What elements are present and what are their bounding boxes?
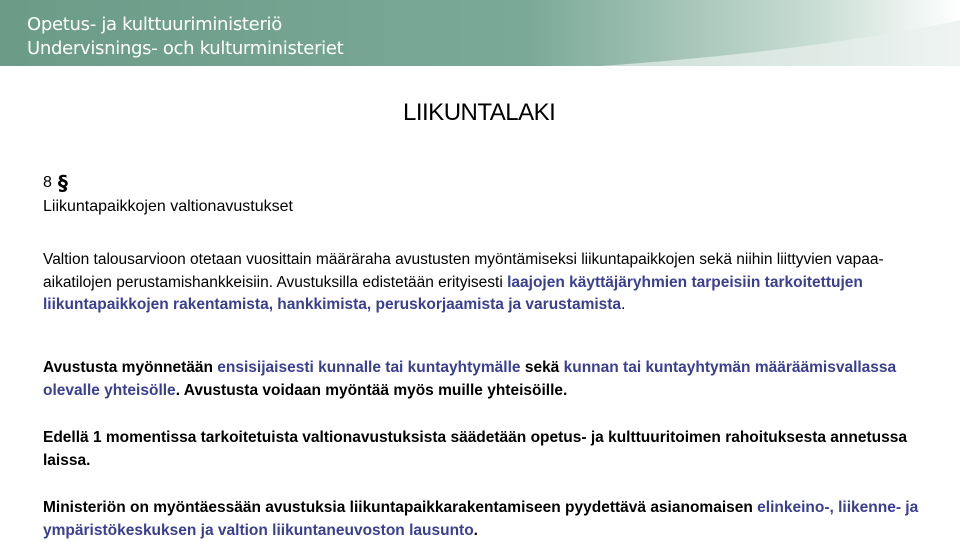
section-title: Liikuntapaikkojen valtionavustukset [43, 198, 293, 215]
paragraph-2-text-2: sekä [520, 359, 564, 376]
section-heading [43, 171, 68, 195]
document-title: LIIKUNTALAKI [403, 99, 556, 126]
ministry-name-finnish: Opetus- ja kulttuuriministeriö [27, 14, 282, 35]
paragraph-2-highlight-1: ensisijaisesti kunnalle tai kuntayhtymälle [217, 359, 521, 376]
paragraph-2-end: . Avustusta voidaan myöntää myös muille yhteisöille. [175, 381, 568, 399]
paragraph-3-text: Edellä 1 momentissa tarkoitetuista valtionavustuksista säädetään opetus- ja kulttuuritoimen rahoituksesta annetussa laissa. [43, 429, 907, 469]
paragraph-1-end: . [621, 296, 626, 313]
section-symbol: § [57, 171, 68, 195]
paragraph-4-end: . [473, 521, 478, 539]
paragraph-4-text: Ministeriön on myöntäessään avustuksia liikuntapaikkarakentamiseen pyydettävä asianomaisen [43, 499, 758, 516]
paragraph-3 [43, 427, 923, 472]
section-number: 8 [43, 174, 52, 191]
paragraph-2-text: Avustusta myönnetään [43, 359, 218, 376]
paragraph-1 [43, 249, 923, 317]
header-banner [0, 0, 960, 70]
paragraph-1-highlight: laajojen käyttäjäryhmien tarpeisiin tarkoitettujen liikuntapaikkojen rakentamista, hankkimista, peruskorjaamista ja varustamista [43, 273, 863, 313]
ministry-name [27, 13, 343, 61]
paragraph-2-highlight-2: kunnan tai kuntayhtymän määräämisvallassa olevalle yhteisölle [43, 359, 897, 399]
paragraph-2 [43, 357, 923, 402]
paragraph-1-text: Valtion talousarvioon otetaan vuosittain määräraha avustusten myöntämiseksi liikuntapaikkojen sekä niihin liittyvien vapaa-aikatilojen perustamishankkeisiin. Avustuksilla edistetään erityisesti [43, 251, 884, 291]
ministry-name-swedish: Undervisnings- och kulturministeriet [27, 38, 344, 59]
paragraph-4 [43, 497, 923, 542]
paragraph-4-highlight: elinkeino-, liikenne- ja ympäristökeskuksen ja valtion liikuntaneuvoston lausunto [43, 499, 919, 539]
